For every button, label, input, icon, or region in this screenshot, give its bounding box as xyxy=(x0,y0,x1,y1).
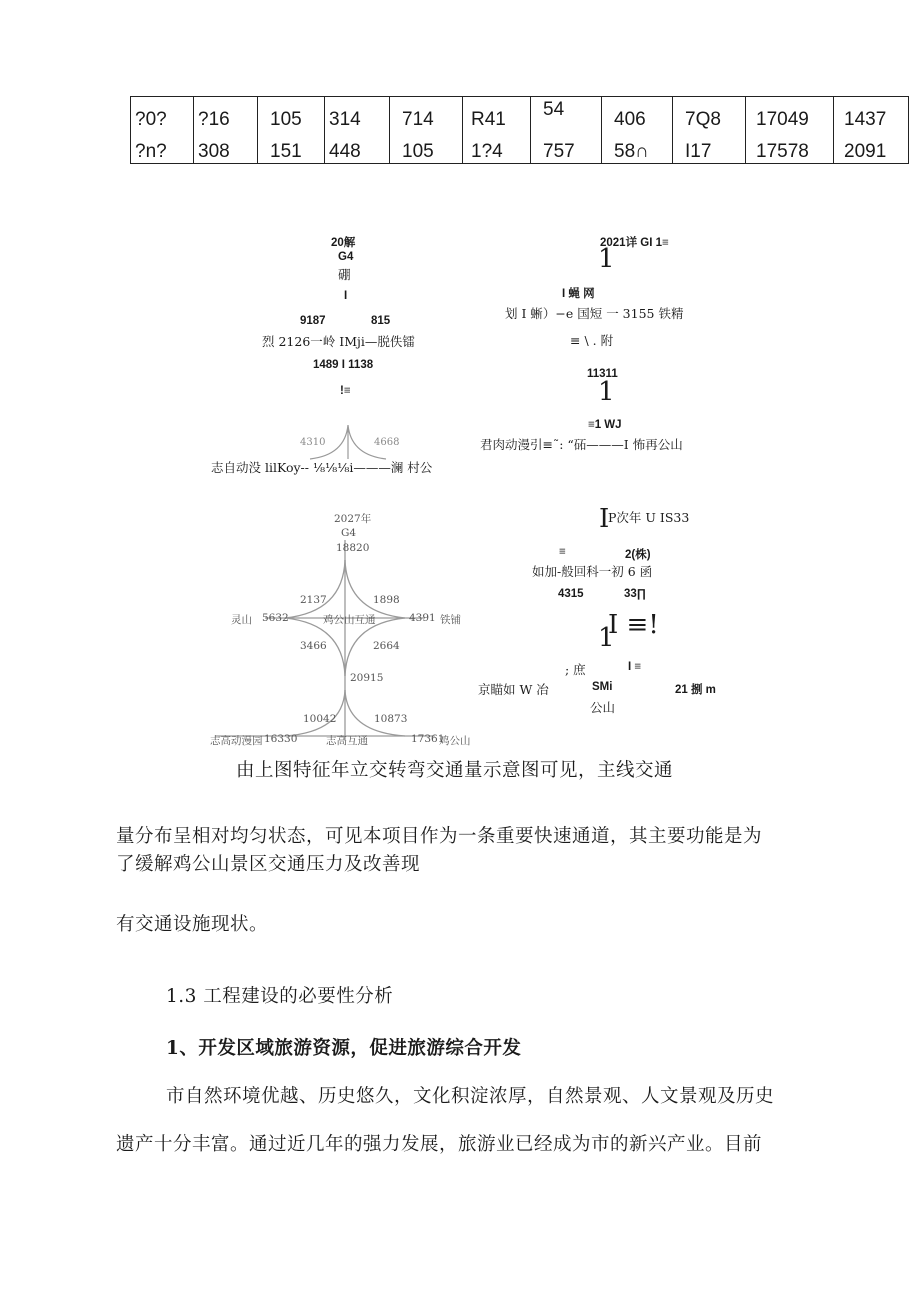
diagram-label: ≡1 WJ xyxy=(588,419,622,431)
place-label: 鸡公山 xyxy=(439,735,471,747)
volume-label: 815 xyxy=(371,315,391,327)
place-label: 铁铺 xyxy=(440,614,461,626)
place-label: 灵山 xyxy=(231,614,252,626)
year-label: 2027年 xyxy=(334,513,372,525)
table-cell: 2091 xyxy=(834,131,909,164)
figure-caption: 由上图特征年立交转弯交通量示意图可见，主线交通 xyxy=(236,760,674,781)
volume-label: 18820 xyxy=(336,542,370,554)
diagram-label: I 蝇 网 xyxy=(562,288,595,300)
volume-label: 11311 xyxy=(587,368,618,380)
subsection-heading: 1、开发区域旅游资源，促进旅游综合开发 xyxy=(166,1038,522,1059)
volume-label: 4315 xyxy=(558,588,584,600)
volume-label: 2137 xyxy=(300,594,327,606)
table-cell: 151 xyxy=(258,131,325,164)
table-cell: 757 xyxy=(531,131,602,164)
table-cell: ?0? xyxy=(131,97,194,132)
diagram-label: ≡ xyxy=(559,546,566,558)
diagram-label: 2(株) xyxy=(625,549,651,561)
volume-label: 10042 xyxy=(303,713,337,725)
volume-label: 2664 xyxy=(373,640,400,652)
diagram-label: 21 捌 m xyxy=(675,684,716,696)
diagram-label: 如加-般回科一初 6 函 xyxy=(532,564,653,579)
table-cell: 105 xyxy=(258,97,325,132)
diagram-title: 20解 xyxy=(331,237,356,249)
table-cell: 714 xyxy=(390,97,463,132)
diagram-label: 划 I 蜥）−e 国短 一 3155 铁精 xyxy=(505,306,684,321)
table-cell: 17049 xyxy=(746,97,834,132)
volume-label: 17361 xyxy=(411,733,445,745)
traffic-volume-table xyxy=(130,96,909,164)
diagram-label: SMi xyxy=(592,681,613,693)
diagram-label: 京瞄如 W 冶 xyxy=(478,682,549,697)
diagram-title: 2021详 GI 1≡ xyxy=(600,237,669,249)
volume-label: 1489 I 1138 xyxy=(313,359,374,371)
volume-label: 16330 xyxy=(264,733,298,745)
diagram-label: 公山 xyxy=(590,700,616,715)
paragraph-line: 市自然环境优越、历史悠久，文化积淀浓厚，自然景观、人文景观及历史 xyxy=(166,1086,775,1107)
table-cell: 7Q8 xyxy=(673,97,746,132)
diagram-label: I ≡! xyxy=(608,610,659,640)
volume-label: 4310 xyxy=(300,437,326,448)
table-cell: 58∩ xyxy=(602,131,673,164)
paragraph-line: 有交通设施现状。 xyxy=(116,914,269,935)
table-cell: 105 xyxy=(390,131,463,164)
diagram-label: 硼 xyxy=(338,267,351,282)
volume-label: 3466 xyxy=(300,640,327,652)
table-cell: ?n? xyxy=(131,131,194,164)
road-label: G4 xyxy=(338,251,354,263)
diagram-label: !≡ xyxy=(340,385,351,397)
diagram-label: I ≡ xyxy=(628,661,642,673)
diagram-label: ; 庶 xyxy=(565,662,586,677)
diagram-label: I xyxy=(344,290,348,302)
volume-label: 9187 xyxy=(300,315,326,327)
volume-label: 5632 xyxy=(262,612,289,624)
table-cell: R41 xyxy=(463,97,531,132)
table-cell: I17 xyxy=(673,131,746,164)
volume-label: 4668 xyxy=(374,437,400,448)
diagram-label: 志自动没 lilKoy-- ⅛⅛⅛i———澜 村公 xyxy=(211,460,433,475)
paragraph-line: 了缓解鸡公山景区交通压力及改善现 xyxy=(116,854,421,875)
volume-label: 20915 xyxy=(350,672,384,684)
volume-label: 4391 xyxy=(409,612,436,624)
diagram-label: 1 xyxy=(598,244,615,274)
table-cell: 406 xyxy=(602,97,673,132)
diagram-label: I xyxy=(599,504,610,534)
paragraph-line: 遗产十分丰富。通过近几年的强力发展，旅游业已经成为市的新兴产业。目前 xyxy=(116,1134,763,1155)
table-row xyxy=(131,97,909,132)
section-heading: 1.3 工程建设的必要性分析 xyxy=(166,986,394,1007)
table-cell: 448 xyxy=(325,131,390,164)
interchange-name: 志高互通 xyxy=(326,735,368,747)
table-cell: 17578 xyxy=(746,131,834,164)
table-cell: 308 xyxy=(194,131,258,164)
table-cell: 54 xyxy=(531,97,602,132)
diagram-label: 烈 2126一岭 IMji—脱佚镭 xyxy=(262,334,415,349)
diagram-label: ≡ \ . 附 xyxy=(570,333,614,348)
volume-label: 10873 xyxy=(374,713,408,725)
paragraph-line: 量分布呈相对均匀状态，可见本项目作为一条重要快速通道，其主要功能是为 xyxy=(116,826,763,847)
road-label: G4 xyxy=(341,527,357,539)
table-cell: 1437 xyxy=(834,97,909,132)
table-cell: 314 xyxy=(325,97,390,132)
table-cell: ?16 xyxy=(194,97,258,132)
volume-label: 33∏ xyxy=(624,588,647,600)
diagram-label: 1 xyxy=(598,377,615,407)
table-row xyxy=(131,131,909,164)
diagram-label: 君肉动漫引≡˜: “砳———I 怖再公山 xyxy=(480,437,683,452)
diagram-label: P次年 U IS33 xyxy=(608,510,690,525)
volume-label: 1898 xyxy=(373,594,400,606)
table-cell: 1?4 xyxy=(463,131,531,164)
diagram-label: 1 xyxy=(598,623,615,653)
place-label: 志高动漫园 xyxy=(210,735,263,747)
interchange-name: 鸡公山互通 xyxy=(323,614,376,626)
